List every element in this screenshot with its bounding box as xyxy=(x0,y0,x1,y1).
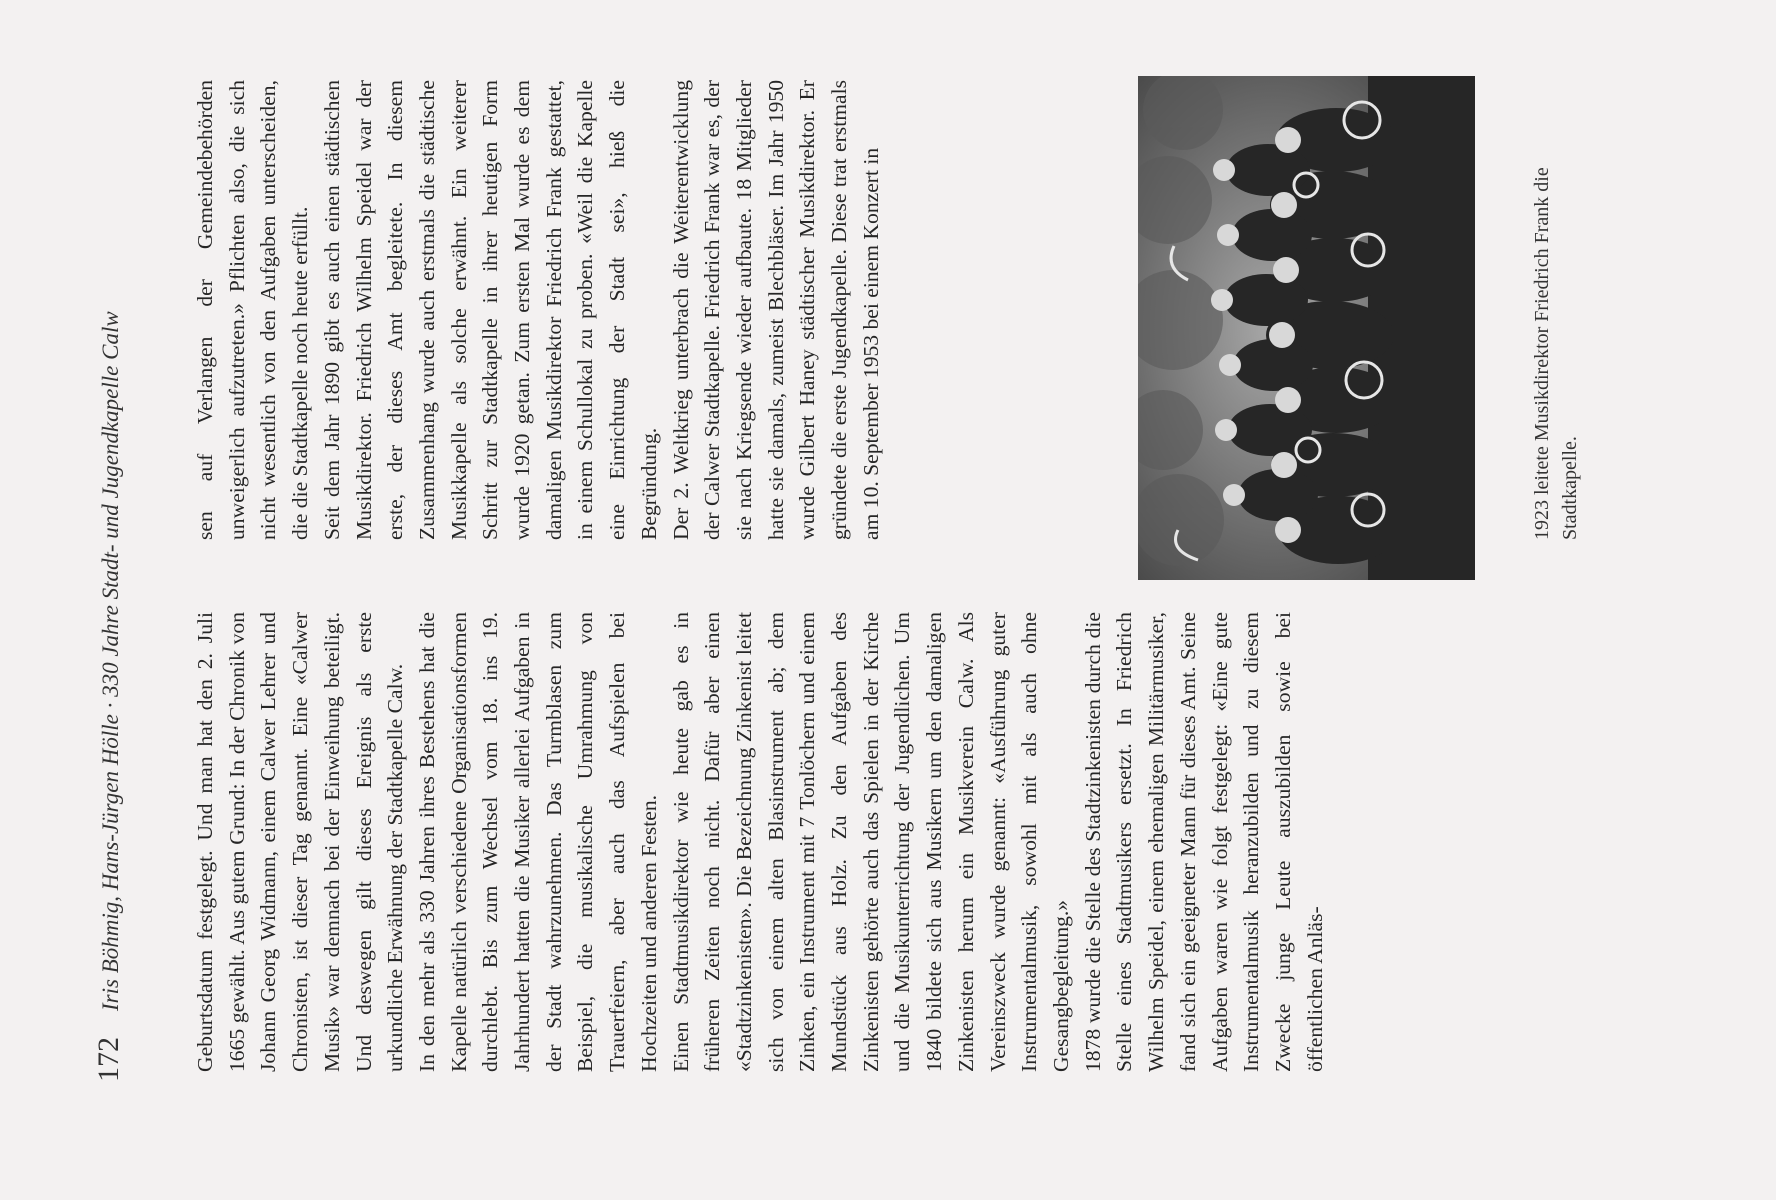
paragraph: Der 2. Weltkrieg unterbrach die Weiterentwicklung der Calwer Stadtkapelle. Friedrich Frank war es, der sie nach Kriegsende wieder aufbaute. 18 Mitglieder hatte sie damals, zumeist Blechbläser. Im Jahr 1950 wurde Gilbert Haney städtischer Musikdirektor. Er gründete die erste Jugendkapelle. Diese trat erstmals am 10. September 1953 bei einem Konzert in xyxy=(668,80,883,540)
page-header xyxy=(92,82,132,1082)
page-number: 172 xyxy=(92,1037,125,1082)
photo-caption: 1923 leitete Musikdirektor Friedrich Frank die Stadtkapelle. xyxy=(1531,167,1581,540)
paragraph: Geburtsdatum festgelegt. Und man hat den 2. Juli 1665 gewählt. Aus gutem Grund: In der Chronik von Johann Georg Widmann, einem Calwer Lehrer und Chronisten, ist dieser Tag genannt. Eine «Calwer Musik» war demnach bei der Einweihung beteiligt. Und deswegen gilt dieses Ereignis als erste urkundliche Erwähnung der Stadtkapelle Calw. xyxy=(193,612,408,1072)
paragraph: sen auf Verlangen der Gemeindebehörden unweigerlich aufzutreten.» Pflichten also, die sich nicht wesentlich von den Aufgaben unterscheiden, die die Stadtkapelle noch heute erfüllt. xyxy=(193,80,313,540)
text-column-right xyxy=(190,80,1070,540)
text-column-left xyxy=(190,612,1770,1072)
paragraph: 1878 wurde die Stelle des Stadtzinkenisten durch die Stelle eines Stadtmusikers ersetzt. In Friedrich Wilhelm Speidel, einem ehemaligen Militärmusiker, fand sich ein geeigneter Mann für dieses Amt. Seine Aufgaben waren wie folgt festgelegt: «Eine gute Instrumentalmusik heranzubilden und zu diesem Zwecke junge Leute auszubilden sowie bei öffentlichen Anläs- xyxy=(1080,612,1327,1072)
paragraph: Seit dem Jahr 1890 gibt es auch einen städtischen Musikdirektor. Friedrich Wilhelm Speidel war der erste, der dieses Amt begleitete. In diesem Zusammenhang wurde auch erstmals die städtische Musikkapelle als solche erwähnt. Ein weiterer Schritt zur Stadtkapelle in ihrer heutigen Form wurde 1920 getan. Zum ersten Mal wurde es dem damaligen Musikdirektor Friedrich Frank gestattet, in einem Schullokal zu proben. «Weil die Kapelle eine Einrichtung der Stadt sei», hieß die Begründung. xyxy=(319,80,661,540)
band-photo-image xyxy=(1138,76,1475,580)
band-photo xyxy=(1138,76,1475,580)
running-title: Iris Böhmig, Hans-Jürgen Hölle · 330 Jahre Stadt- und Jugendkapelle Calw xyxy=(98,311,123,1011)
paragraph: In den mehr als 330 Jahren ihres Bestehens hat die Kapelle natürlich verschiedene Organisationsformen durchlebt. Bis zum Wechsel vom 18. ins 19. Jahrhundert hatten die Musiker allerlei Aufgaben in der Stadt wahrzunehmen. Das Turmblasen zum Beispiel, die musikalische Umrahmung von Trauerfeiern, aber auch das Aufspielen bei Hochzeiten und anderen Festen. xyxy=(414,612,661,1072)
paragraph: Einen Stadtmusikdirektor wie heute gab es in früheren Zeiten noch nicht. Dafür aber einen «Stadtzinkenisten». Die Bezeichnung Zinkenist leitet sich von einem alten Blasinstrument ab; dem Zinken, ein Instrument mit 7 Tonlöchern und einem Mundstück aus Holz. Zu den Aufgaben des Zinkenisten gehörte auch das Spielen in der Kirche und die Musikunterrichtung der Jugendlichen. Um 1840 bildete sich aus Musikern um den damaligen Zinkenisten herum ein Musikverein Calw. Als Vereinszweck wurde genannt: «Ausführung guter Instrumentalmusik, sowohl mit als auch ohne Gesangbegleitung.» xyxy=(668,612,1073,1072)
